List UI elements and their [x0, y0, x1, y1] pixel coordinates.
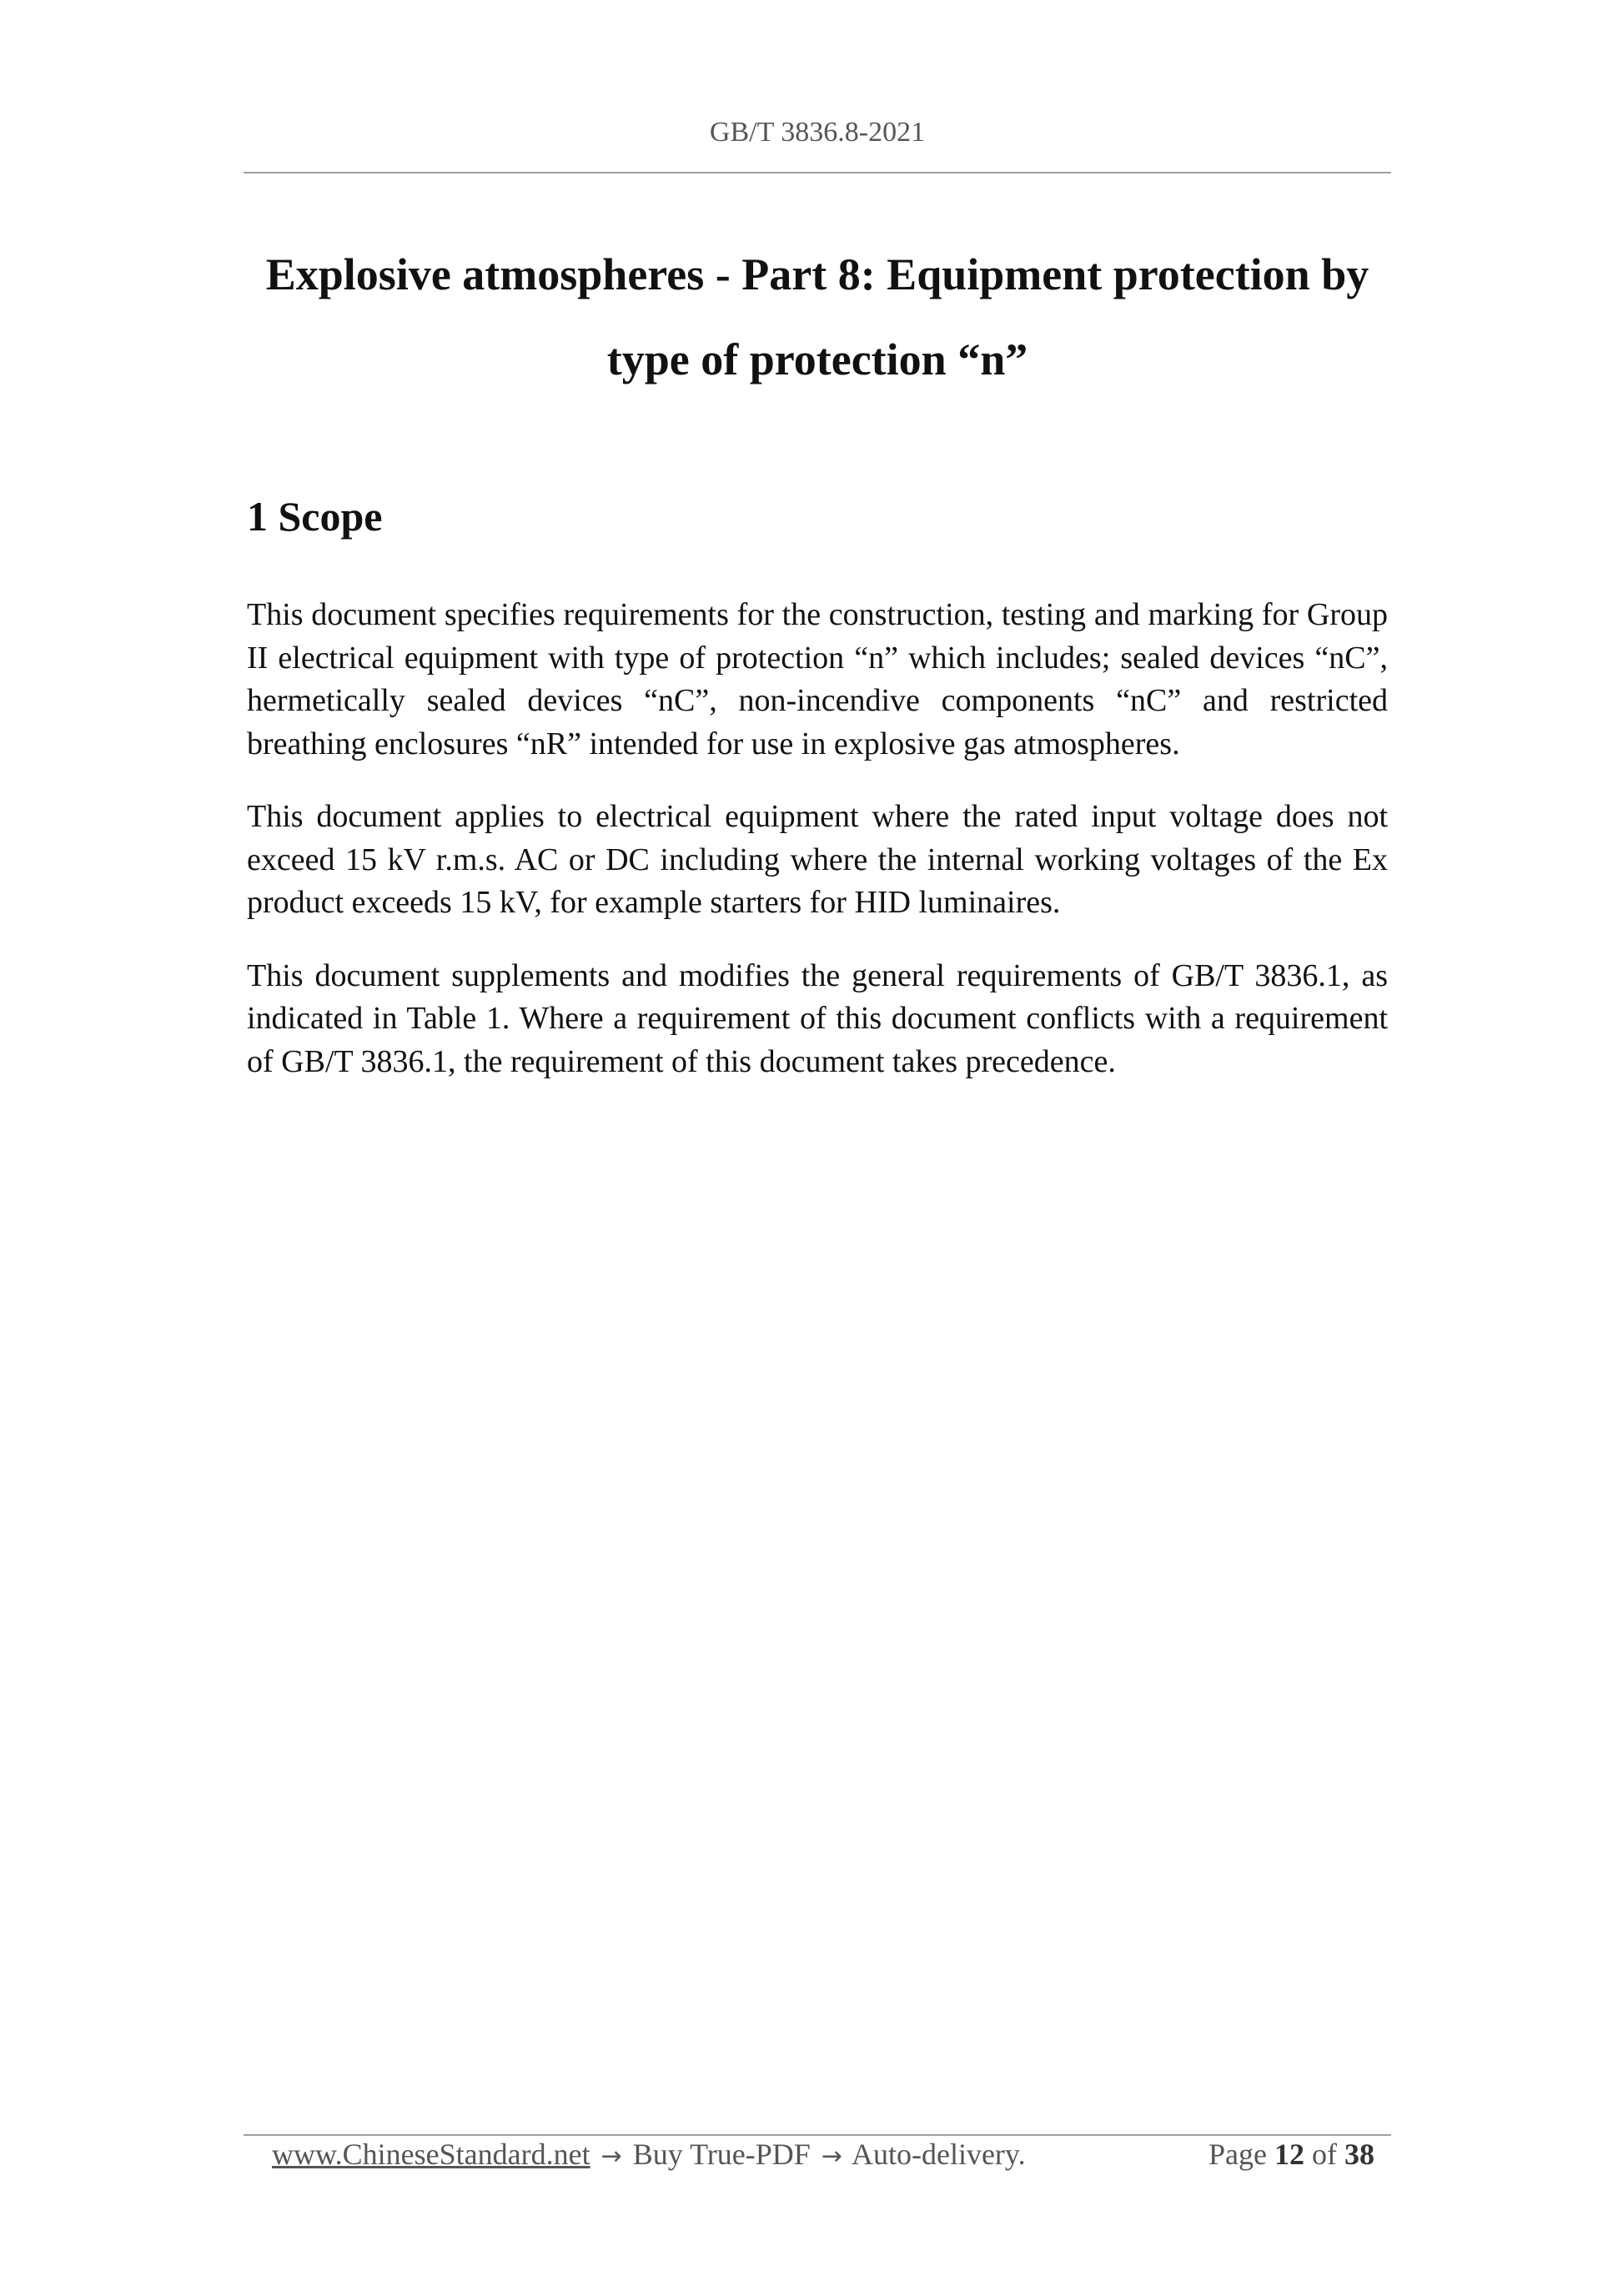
page-indicator — [1208, 2137, 1374, 2172]
arrow-right-icon: → — [821, 2142, 842, 2171]
scope-body — [247, 594, 1388, 1113]
section-heading-scope: 1 Scope — [247, 493, 383, 540]
page-label: Page — [1208, 2138, 1267, 2171]
buy-true-pdf-text: Buy True-PDF — [632, 2138, 811, 2171]
title-line-1: Explosive atmospheres - Part 8: Equipment protection by — [265, 249, 1369, 299]
arrow-right-icon: → — [600, 2142, 622, 2171]
scope-paragraph-3: This document supplements and modifies the general requirements of GB/T 3836.1, as indicated in Table 1. Where a requirement of this document conflicts with a requirement of GB/T 3836.1, the requirement of this document takes precedence. — [247, 957, 1388, 1079]
total-pages-number: 38 — [1344, 2138, 1374, 2171]
chinesestandard-link[interactable]: www.ChineseStandard.net — [272, 2138, 590, 2171]
scope-paragraph-1: This document specifies requirements for the construction, testing and marking for Group II electrical equipment with type of protection “n” which includes; sealed devices “nC”, hermetically sealed devices “nC”, non-incendive components “nC” and restricted breathing enclosures “nR” intended for use in explosive gas atmospheres. — [247, 597, 1388, 761]
auto-delivery-text: Auto-delivery. — [851, 2138, 1026, 2171]
current-page-number: 12 — [1274, 2138, 1304, 2171]
footer-promo — [272, 2137, 1026, 2172]
title-line-2: type of protection “n” — [606, 334, 1028, 384]
footer-divider — [244, 2134, 1391, 2136]
document-id-header: GB/T 3836.8-2021 — [709, 117, 926, 148]
scope-paragraph-2: This document applies to electrical equipment where the rated input voltage does not exceed 15 kV r.m.s. AC or DC including where the internal working voltages of the Ex product exceeds 15 kV, for example starters for HID luminaires. — [247, 799, 1388, 920]
page-of-label: of — [1312, 2138, 1337, 2171]
document-title — [244, 232, 1391, 402]
header-divider — [244, 172, 1391, 173]
